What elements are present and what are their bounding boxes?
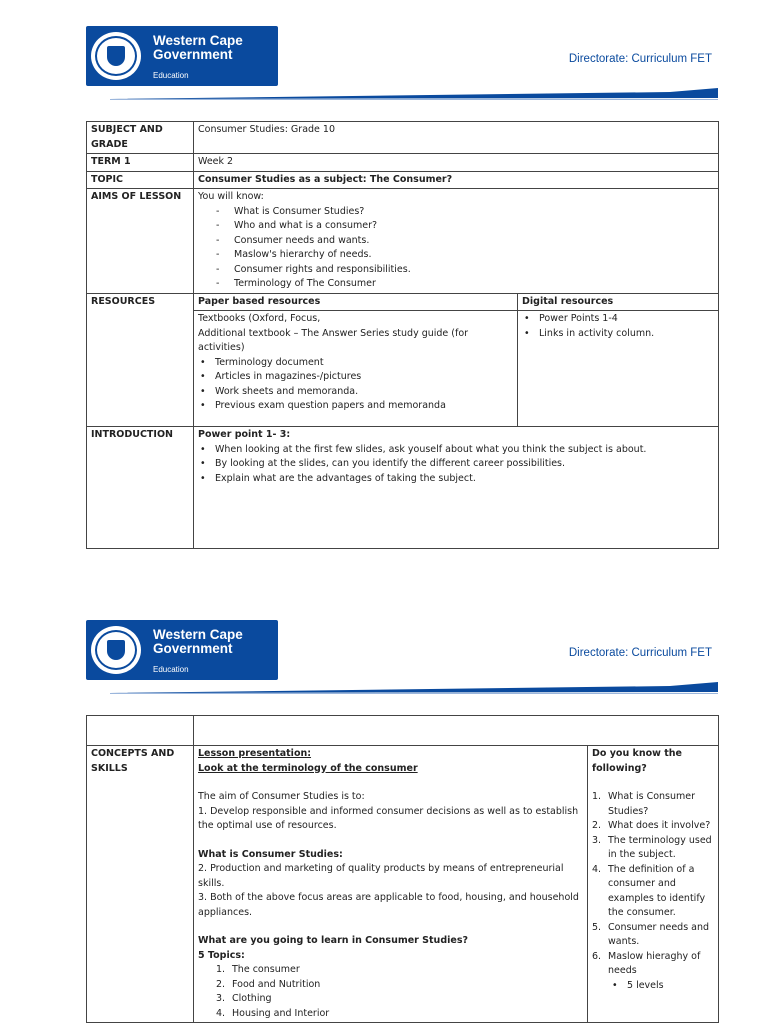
intro-label: INTRODUCTION xyxy=(87,427,194,549)
logo-line1: Western Cape xyxy=(153,627,243,642)
know-text: What does it involve? xyxy=(608,820,711,831)
paper-list xyxy=(198,356,513,414)
list-item: - Who and what is a consumer? xyxy=(216,219,714,234)
topic-text: Housing and Interior xyxy=(232,1007,330,1019)
paper-heading: Paper based resources xyxy=(194,293,518,311)
topics-heading: 5 Topics: xyxy=(198,949,245,961)
logo-line1: Western Cape xyxy=(153,33,243,48)
list-item: - Terminology of The Consumer xyxy=(216,277,714,292)
aims-intro: You will know: xyxy=(198,191,264,202)
list-item xyxy=(592,819,714,834)
learn-heading: What are you going to learn in Consumer Studies? xyxy=(198,935,468,946)
coat-of-arms-icon xyxy=(91,626,141,674)
topic-text: Food and Nutrition xyxy=(232,978,321,990)
list-item: - Consumer rights and responsibilities. xyxy=(216,263,714,278)
intro-heading: Power point 1- 3: xyxy=(198,429,291,440)
know-text: What is Consumer Studies? xyxy=(608,791,696,817)
term-label: TERM 1 xyxy=(87,154,194,172)
paper-cell xyxy=(194,311,518,427)
digital-heading: Digital resources xyxy=(518,293,719,311)
list-item xyxy=(216,992,583,1007)
list-item: • Previous exam question papers and memoranda xyxy=(198,399,513,414)
topic-number: 2. xyxy=(216,978,226,990)
know-text: The definition of a consumer and examples to identify the consumer. xyxy=(608,863,706,918)
digital-cell xyxy=(518,311,719,427)
page2-header xyxy=(0,620,768,690)
know-number: 6. xyxy=(592,950,602,962)
empty-cell xyxy=(87,716,194,746)
topics-list xyxy=(216,963,583,1021)
know-list xyxy=(592,790,714,979)
list-item xyxy=(592,863,714,921)
list-item: • 5 levels xyxy=(610,979,714,994)
topic-number: 1. xyxy=(216,964,226,975)
subject-label: SUBJECT AND GRADE xyxy=(87,122,194,154)
know-heading: Do you know the following? xyxy=(592,748,682,774)
aim-point: 1. Develop responsible and informed consumer decisions as well as to establish the optimal use of resources. xyxy=(198,805,579,831)
topic-number: 3. xyxy=(216,993,226,1004)
lesson-cell xyxy=(194,746,588,1023)
what-point-3: 3. Both of the above focus areas are applicable to food, housing, and household appliances. xyxy=(198,892,579,918)
directorate-label: Directorate: Curriculum FET xyxy=(568,647,712,659)
directorate-label: Directorate: Curriculum FET xyxy=(568,53,712,65)
lesson-heading: Lesson presentation: xyxy=(198,748,312,759)
intro-cell xyxy=(194,427,719,549)
what-heading: What is Consumer Studies: xyxy=(198,848,343,860)
wcg-logo xyxy=(86,26,278,86)
row-introduction xyxy=(87,427,719,549)
coat-of-arms-icon xyxy=(91,32,141,80)
page1-header xyxy=(0,26,768,96)
list-item: • Terminology document xyxy=(198,356,513,371)
know-number: 1. xyxy=(592,791,602,802)
list-item: • Work sheets and memoranda. xyxy=(198,385,513,400)
logo-line2: Government xyxy=(153,47,233,62)
header-swoosh xyxy=(110,88,718,100)
logo-sub: Education xyxy=(153,665,189,674)
aim-intro: The aim of Consumer Studies is to: xyxy=(198,791,365,802)
aims-cell xyxy=(194,189,719,294)
list-item xyxy=(216,963,583,978)
list-item: • Power Points 1-4 xyxy=(522,312,714,327)
paper-line2: Additional textbook – The Answer Series study guide (for activities) xyxy=(198,327,469,353)
list-item: - Maslow's hierarchy of needs. xyxy=(216,248,714,263)
lesson-table-2 xyxy=(86,715,719,1023)
list-item: • When looking at the first few slides, ask youself about what you think the subject is about. xyxy=(198,443,714,458)
subject-value: Consumer Studies: Grade 10 xyxy=(194,122,719,154)
aims-label: AIMS OF LESSON xyxy=(87,189,194,294)
topic-label: TOPIC xyxy=(87,171,194,189)
topic-text: Clothing xyxy=(232,993,272,1004)
row-topic xyxy=(87,171,719,189)
row-term xyxy=(87,154,719,172)
list-item xyxy=(216,1007,583,1022)
list-item: • Articles in magazines-/pictures xyxy=(198,370,513,385)
list-item: • Explain what are the advantages of taking the subject. xyxy=(198,472,714,487)
digital-list xyxy=(522,312,714,341)
topic-number: 4. xyxy=(216,1007,226,1019)
list-item: - Consumer needs and wants. xyxy=(216,234,714,249)
what-point-2: 2. Production and marketing of quality products by means of entrepreneurial skills. xyxy=(198,863,564,889)
paper-line1: Textbooks (Oxford, Focus, xyxy=(198,313,321,324)
term-value: Week 2 xyxy=(194,154,719,172)
know-text: Maslow hieraghy of needs xyxy=(608,950,701,976)
know-number: 2. xyxy=(592,820,602,831)
lesson-subheading: Look at the terminology of the consumer xyxy=(198,762,418,774)
list-item: - What is Consumer Studies? xyxy=(216,205,714,220)
list-item: • By looking at the slides, can you identify the different career possibilities. xyxy=(198,457,714,472)
resources-label: RESOURCES xyxy=(87,293,194,427)
list-item: • Links in activity column. xyxy=(522,327,714,342)
list-item xyxy=(592,834,714,863)
list-item xyxy=(592,950,714,979)
lesson-table-1 xyxy=(86,121,719,549)
header-swoosh xyxy=(110,682,718,694)
row-resources-heading xyxy=(87,293,719,311)
know-number: 4. xyxy=(592,863,602,875)
topic-value: Consumer Studies as a subject: The Consumer? xyxy=(194,171,719,189)
list-item xyxy=(216,978,583,993)
row-subject xyxy=(87,122,719,154)
know-number: 5. xyxy=(592,921,602,933)
aims-list xyxy=(216,205,714,292)
logo-sub: Education xyxy=(153,71,189,80)
logo-line2: Government xyxy=(153,641,233,656)
wcg-logo xyxy=(86,620,278,680)
know-text: Consumer needs and wants. xyxy=(608,921,710,947)
know-number: 3. xyxy=(592,834,602,846)
know-cell xyxy=(588,746,719,1023)
empty-cell xyxy=(194,716,719,746)
know-sub-list xyxy=(610,979,714,994)
list-item xyxy=(592,790,714,819)
row-concepts xyxy=(87,746,719,1023)
topic-text: The consumer xyxy=(232,964,300,975)
row-empty xyxy=(87,716,719,746)
know-text: The terminology used in the subject. xyxy=(608,834,712,860)
intro-list xyxy=(198,443,714,487)
row-aims xyxy=(87,189,719,294)
concepts-label: CONCEPTS AND SKILLS xyxy=(87,746,194,1023)
list-item xyxy=(592,921,714,950)
